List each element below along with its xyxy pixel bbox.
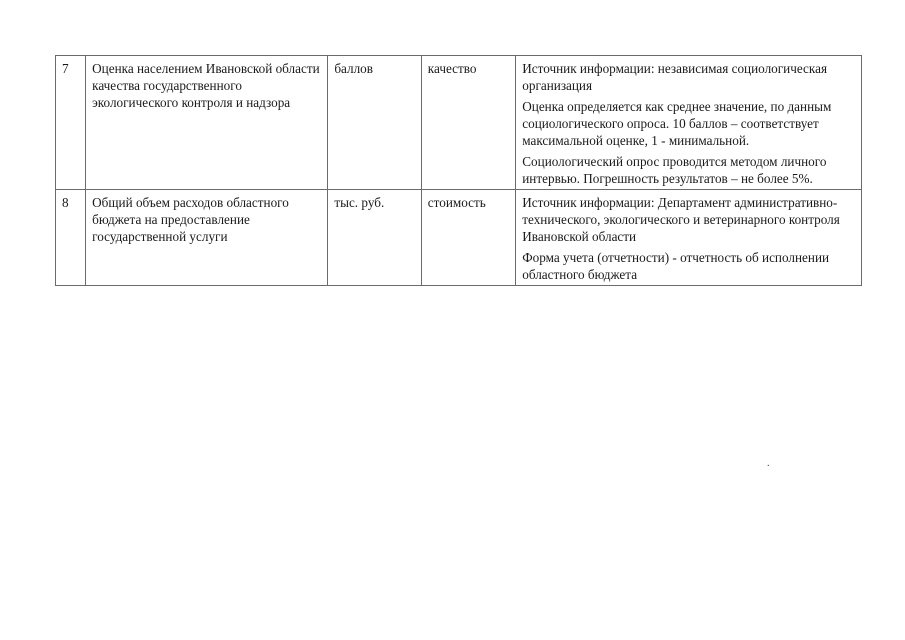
description-paragraph: Социологический опрос проводится методом личного интервью. Погрешность результатов – не более 5%. (522, 154, 827, 186)
row-number-cell: 7 (56, 56, 86, 190)
table-row (56, 56, 862, 190)
table-row (56, 190, 862, 286)
description-paragraph: Источник информации: Департамент административно-технического, экологического и ветеринарного контроля Ивановской области (522, 195, 840, 244)
description-cell (516, 190, 862, 286)
description-paragraph: Форма учета (отчетности) - отчетность об исполнении областного бюджета (522, 250, 830, 282)
row-number-cell: 8 (56, 190, 86, 286)
description-cell (516, 56, 862, 190)
unit-cell: баллов (328, 56, 421, 190)
unit-cell: тыс. руб. (328, 190, 421, 286)
indicator-type-cell: качество (421, 56, 515, 190)
stray-mark: . (767, 458, 770, 469)
indicator-name-cell: Оценка населением Ивановской области качества государственного экологического контроля и надзора (86, 56, 328, 190)
description-paragraph: Оценка определяется как среднее значение, по данным социологического опроса. 10 баллов – соответствует максимальной оценке, 1 - минимальной. (522, 99, 832, 148)
indicator-type-cell: стоимость (421, 190, 515, 286)
indicator-name-cell: Общий объем расходов областного бюджета на предоставление государственной услуги (86, 190, 328, 286)
description-paragraph: Источник информации: независимая социологическая организация (522, 61, 828, 93)
indicators-table (55, 55, 862, 286)
